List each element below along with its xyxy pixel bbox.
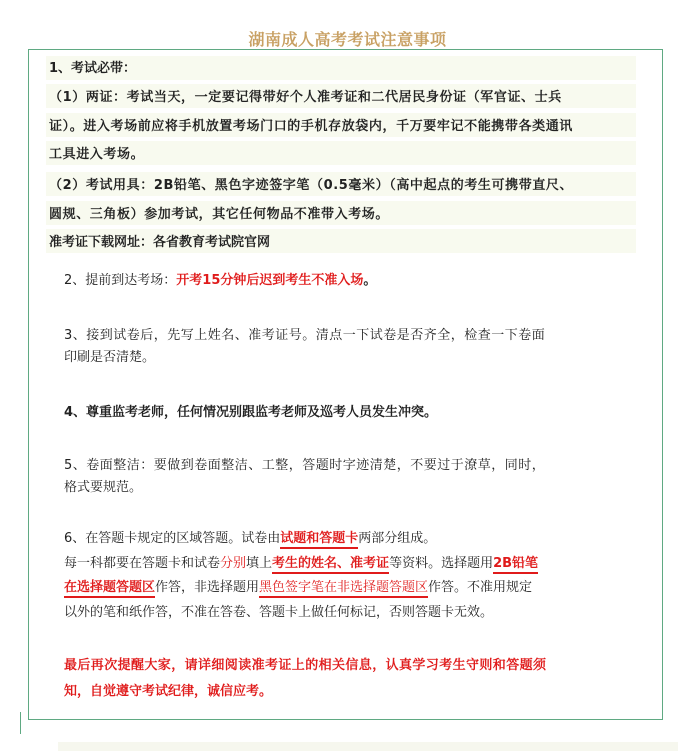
- section5-line: 格式要规范。: [64, 480, 143, 495]
- page-title: 湖南成人高考考试注意事项: [248, 30, 447, 49]
- section5-line: 5、卷面整洁：要做到卷面整洁、工整，答题时字迹清楚，不要过于潦草，同时，: [64, 458, 546, 473]
- section6-text: 每一科都要在答题卡和试卷: [64, 556, 221, 571]
- section6-text: 填上: [246, 556, 273, 571]
- section6-emphasis: 分别: [220, 556, 247, 571]
- section2-text: [64, 271, 376, 291]
- section2-highlight: 开考15分钟后迟到考生不准入场: [176, 273, 364, 288]
- border-mark: [20, 712, 21, 734]
- section2-suffix: 。: [363, 273, 377, 288]
- section6-line: [64, 554, 538, 574]
- section6-text: 等资料。选择题用: [389, 556, 494, 571]
- section6-emphasis: 2B铅笔: [493, 556, 538, 574]
- footer-band: [58, 742, 678, 751]
- section3-line: 印刷是否清楚。: [64, 350, 156, 365]
- section1-item2-line: （2）考试用具：2B铅笔、黑色字迹签字笔（0.5毫米）（高中起点的考生可携带直尺、: [49, 178, 574, 193]
- closing-line: 知，自觉遵守考试纪律，诚信应考。: [64, 684, 273, 699]
- download-info: 准考证下载网址：各省教育考试院官网: [49, 235, 271, 250]
- section6-text: 两部分组成。: [358, 531, 437, 546]
- section2-prefix: 2、提前到达考场：: [64, 273, 177, 288]
- closing-line: 最后再次提醒大家，请详细阅读准考证上的相关信息，认真学习考生守则和答题须: [64, 658, 547, 673]
- section1-item1-line: 证）。进入考场前应将手机放置考场门口的手机存放袋内，千万要牢记不能携带各类通讯: [49, 119, 573, 134]
- section6-text: 作答。不准用规定: [428, 580, 533, 595]
- section6-emphasis: 考生的姓名、准考证: [272, 556, 389, 574]
- section6-line: 以外的笔和纸作答，不准在答卷、答题卡上做任何标记，否则答题卡无效。: [64, 605, 494, 620]
- section1-heading: 1、考试必带：: [49, 61, 137, 76]
- section1-item1-line: （1）两证：考试当天，一定要记得带好个人准考证和二代居民身份证（军官证、士兵: [49, 90, 562, 105]
- section1-item2-line: 圆规、三角板）参加考试，其它任何物品不准带入考场。: [49, 207, 390, 222]
- section4-text: 4、尊重监考老师，任何情况别跟监考老师及巡考人员发生冲突。: [64, 405, 438, 420]
- section6-emphasis: 黑色签字笔在非选择题答题区: [259, 580, 428, 598]
- section6-emphasis: 在选择题答题区: [64, 580, 155, 598]
- section6-line: [64, 529, 436, 549]
- section6-text: 6、在答题卡规定的区域答题。试卷由: [64, 531, 281, 546]
- section3-line: 3、接到试卷后，先写上姓名、准考证号。清点一下试卷是否齐全，检查一下卷面: [64, 328, 546, 343]
- section1-item1-line: 工具进入考场。: [49, 147, 145, 162]
- section6-line: [64, 578, 532, 598]
- section6-text: 作答，非选择题用: [155, 580, 260, 595]
- section6-emphasis: 试题和答题卡: [280, 531, 358, 549]
